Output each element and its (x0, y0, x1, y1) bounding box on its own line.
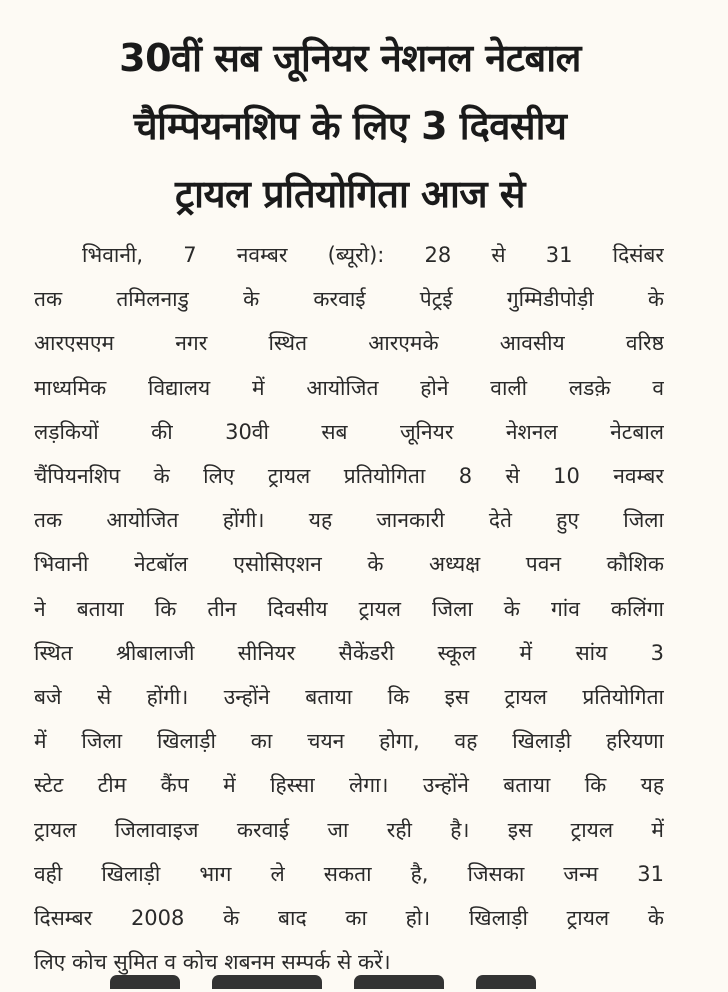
article-line: तक आयोजित होंगी। यह जानकारी देते हुए जिला (34, 508, 664, 533)
article-headline (30, 24, 670, 228)
article-line: भिवानी, 7 नवम्बर (ब्यूरो): 28 से 31 दिसंबर (82, 243, 664, 267)
cut-off-glyph (354, 975, 444, 989)
cut-off-glyph (110, 975, 180, 989)
article-line: स्थित श्रीबालाजी सीनियर सैकेंडरी स्कूल में सांय 3 (34, 640, 664, 665)
article-line: ट्रायल जिलावाइज करवाई जा रही है। इस ट्रायल में (34, 817, 664, 842)
cut-off-glyph (212, 975, 322, 989)
headline-line-2: चैम्पियनशिप के लिए 3 दिवसीय (133, 104, 567, 148)
article-line: आरएसएम नगर स्थित आरएमके आवसीय वरिष्ठ (34, 331, 664, 356)
article-line: भिवानी नेटबॉल एसोसिएशन के अध्यक्ष पवन कौशिक (34, 552, 664, 577)
cut-off-next-headline (110, 975, 580, 992)
article-line: लिए कोच सुमित व कोच शबनम सम्पर्क से करें। (34, 950, 391, 975)
article-line: वही खिलाड़ी भाग ले सकता है, जिसका जन्म 31 (34, 861, 664, 886)
cut-off-glyph (476, 975, 536, 989)
article-line: दिसम्बर 2008 के बाद का हो। खिलाड़ी ट्रायल के (34, 906, 664, 931)
article-line: स्टेट टीम कैंप में हिस्सा लेगा। उन्होंने बताया कि यह (34, 773, 664, 798)
headline-line-1: 30वीं सब जूनियर नेशनल नेटबाल (119, 36, 581, 80)
article-line: तक तमिलनाडु के करवाई पेट्रई गुम्मिडीपोड़ी के (34, 287, 664, 312)
headline-line-3: ट्रायल प्रतियोगिता आज से (175, 172, 525, 216)
article-line: लड़कियों की 30वी सब जूनियर नेशनल नेटबाल (34, 419, 664, 444)
article-body (34, 233, 664, 984)
article-line: में जिला खिलाड़ी का चयन होगा, वह खिलाड़ी हरियणा (34, 729, 664, 754)
article-line: ने बताया कि तीन दिवसीय ट्रायल जिला के गांव कलिंगा (34, 596, 664, 621)
article-line: माध्यमिक विद्यालय में आयोजित होने वाली लडक़े व (34, 375, 664, 400)
article-line: बजे से होंगी। उन्होंने बताया कि इस ट्रायल प्रतियोगिता (34, 685, 664, 710)
article-line: चैंपियनशिप के लिए ट्रायल प्रतियोगिता 8 से 10 नवम्बर (34, 464, 664, 489)
